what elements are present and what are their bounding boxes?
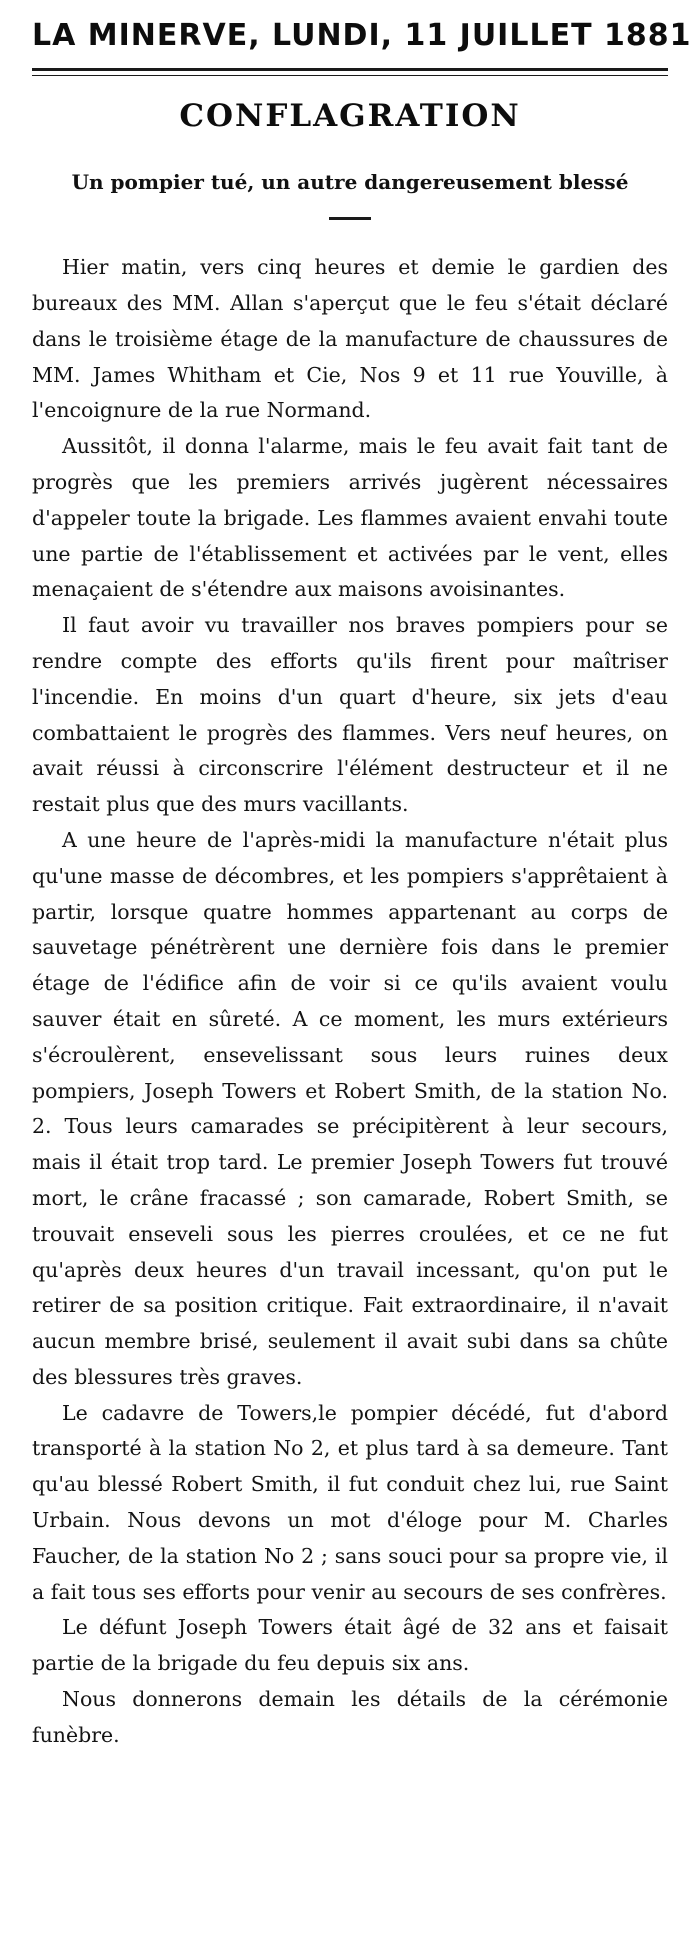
article-body <box>32 250 668 1753</box>
masthead: LA MINERVE, LUNDI, 11 JUILLET 1881 <box>32 18 692 53</box>
article-paragraph: Il faut avoir vu travailler nos braves pompiers pour se rendre compte des efforts qu'ils firent pour maîtriser l'incendie. En moins d'un quart d'heure, six jets d'eau combattaient le progrès des flammes. Vers neuf heures, on avait réussi à circonscrire l'élément destructeur et il ne restait plus que des murs vacillants. <box>32 613 668 817</box>
article-headline: CONFLAGRATION <box>179 98 521 134</box>
article-paragraph: A une heure de l'après-midi la manufacture n'était plus qu'une masse de décombres, et les pompiers s'apprêtaient à partir, lorsque quatre hommes appartenant au corps de sauvetage pénétrèrent une dernière fois dans le premier étage de l'édifice afin de voir si ce qu'ils avaient voulu sauver était en sûreté. A ce moment, les murs extérieurs s'écroulèrent, ensevelissant sous leurs ruines deux pompiers, Joseph Towers et Robert Smith, de la station No. 2. Tous leurs camarades se précipitèrent à leur secours, mais il était trop tard. Le premier Joseph Towers fut trouvé mort, le crâne fracassé ; son camarade, Robert Smith, se trouvait enseveli sous les pierres croulées, et ce ne fut qu'après deux heures d'un travail incessant, qu'on put le retirer de sa position critique. Fait extraordinaire, il n'avait aucun membre brisé, seulement il avait subi dans sa chûte des blessures très graves. <box>32 827 668 1389</box>
masthead-rule-thin <box>32 75 668 76</box>
article-paragraph: Hier matin, vers cinq heures et demie le gardien des bureaux des MM. Allan s'aperçut que le feu s'était déclaré dans le troisième étage de la manufacture de chaussures de MM. James Whitham et Cie, Nos 9 et 11 rue Youville, à l'encoignure de la rue Normand. <box>32 255 668 423</box>
article-paragraph: Aussitôt, il donna l'alarme, mais le feu avait fait tant de progrès que les premiers arrivés jugèrent nécessaires d'appeler toute la brigade. Les flammes avaient envahi toute une partie de l'établissement et activées par le vent, elles menaçaient de s'étendre aux maisons avoisinantes. <box>32 434 668 602</box>
article-paragraph: Le défunt Joseph Towers était âgé de 32 ans et faisait partie de la brigade du feu depuis six ans. <box>32 1615 668 1676</box>
article-paragraph: Nous donnerons demain les détails de la cérémonie funèbre. <box>32 1687 668 1747</box>
article-subheadline: Un pompier tué, un autre dangereusement blessé <box>71 170 629 195</box>
article-paragraph: Le cadavre de Towers,le pompier décédé, fut d'abord transporté à la station No 2, et plus tard à sa demeure. Tant qu'au blessé Robert Smith, il fut conduit chez lui, rue Saint Urbain. Nous devons un mot d'éloge pour M. Charles Faucher, de la station No 2 ; sans souci pour sa propre vie, il a fait tous ses efforts pour venir au secours de ses confrères. <box>32 1400 668 1604</box>
section-divider <box>329 217 371 220</box>
masthead-rule-thick <box>32 68 668 71</box>
